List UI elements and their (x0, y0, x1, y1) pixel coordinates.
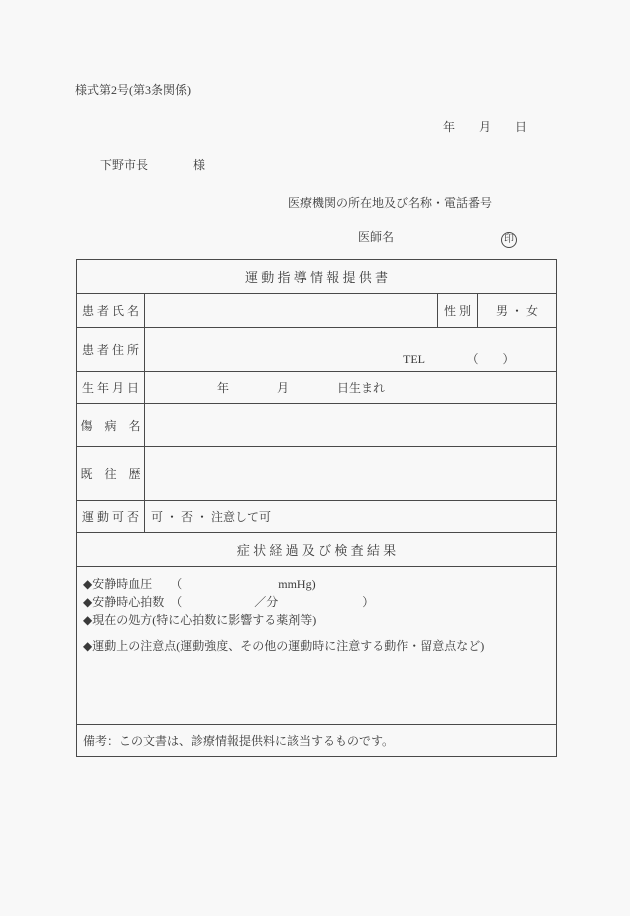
birth-date-field: 年 月 日生まれ (144, 372, 556, 403)
findings-header-row (77, 532, 556, 566)
exercise-permission-row (77, 500, 556, 532)
gender-label: 性 別 (437, 294, 477, 327)
patient-name-label: 患 者 氏 名 (81, 304, 139, 318)
findings-line-blood-pressure: ◆安静時血圧 （ mmHg) (83, 577, 316, 591)
findings-header: 症 状 経 過 及 び 検 査 結 果 (236, 543, 397, 558)
patient-name-row (77, 293, 556, 327)
addressee-name: 下野市長 (100, 158, 149, 172)
exercise-permission-options: 可 ・ 否 ・ 注意して可 (144, 501, 556, 532)
table-title-row (77, 260, 556, 293)
gender-options: 男 ・ 女 (477, 294, 556, 327)
disease-name-row (77, 403, 556, 446)
seal-character: 印 (504, 234, 514, 245)
doctor-name-label: 医師名 (358, 230, 395, 244)
medical-history-label: 既 往 歴 (80, 467, 141, 481)
findings-content-row (77, 566, 556, 724)
patient-address-label: 患 者 住 所 (81, 343, 139, 357)
findings-line-heart-rate: ◆安静時心拍数 （ ／分 ） (83, 595, 375, 609)
birth-date-label: 生 年 月 日 (81, 381, 139, 395)
medical-history-field (144, 447, 556, 500)
findings-content (77, 567, 556, 724)
findings-line-exercise-cautions: ◆運動上の注意点(運動強度、その他の運動時に注意する動作・留意点など) (83, 639, 485, 653)
exercise-permission-label: 運 動 可 否 (81, 510, 139, 524)
patient-address-row (77, 327, 556, 371)
addressee-honorific: 様 (193, 158, 206, 172)
patient-address-field (144, 328, 556, 371)
remarks-row (77, 724, 556, 756)
birth-date-row (77, 371, 556, 403)
date-line: 年 月 日 (443, 120, 528, 134)
remarks-text: 備考：この文書は、診療情報提供料に該当するものです。 (83, 734, 395, 748)
institution-label: 医療機関の所在地及び名称・電話番号 (288, 196, 493, 210)
disease-name-field (144, 404, 556, 446)
form-title: 運 動 指 導 情 報 提 供 書 (244, 270, 388, 285)
findings-line-prescription: ◆現在の処方(特に心拍数に影響する薬剤等) (83, 613, 317, 627)
tel-line: TEL （ ） (403, 352, 515, 366)
patient-name-field (144, 294, 437, 327)
disease-name-label: 傷 病 名 (80, 418, 141, 433)
form-number: 様式第2号(第3条関係) (75, 83, 191, 97)
seal-stamp-icon (501, 232, 517, 248)
exercise-guidance-form-table (76, 259, 557, 757)
findings-line-spacer (83, 629, 550, 637)
medical-history-row (77, 446, 556, 500)
